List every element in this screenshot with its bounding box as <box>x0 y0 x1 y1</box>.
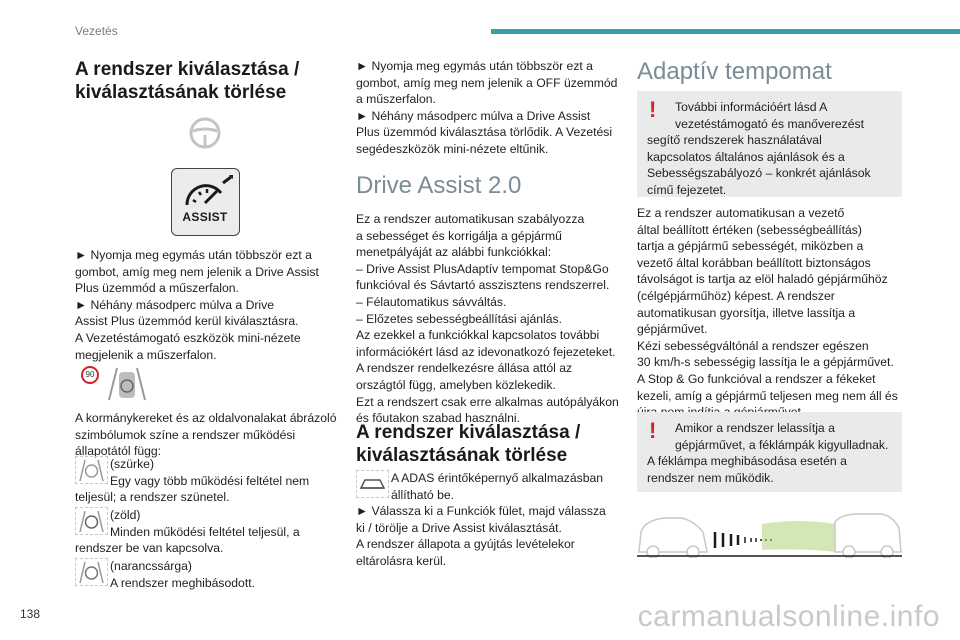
paragraph-adaptive-cruise: Ez a rendszer automatikusan a vezető által beállított értéken (sebességbeállítás) tartja a gépjármű sebességét, miközben a vezető által korábban beállított biztonságos távolságot is tartja az elöl haladó gépjárműhöz (célgépjárműhöz) képest. A rendszer automatikusan gyorsítja, illetve lassítja a gépjárművet. Kézi sebességváltónál a rendszer egészen 30 km/h-s sebességig lassítja le a gépjárművet. A Stop & Go funkcióval a rendszer a fékeket kezeli, amíg a gépjármű teljesen meg nem áll és <box>637 206 898 403</box>
steering-wheel-icon <box>188 116 222 150</box>
state-orange: (narancssárga) A rendszer meghibásodott. <box>75 558 337 591</box>
exclamation-icon: ! <box>649 97 657 122</box>
section-heading-adaptive-cruise: Adaptív tempomat <box>637 58 832 85</box>
paragraph-select-steps: ► Nyomja meg egymás után többször ezt a gombot, amíg meg nem jelenik a Drive Assist Plus üzemmód a műszerfalon. ► Néhány másodperc múlva a Drive Assist Plus üzemmód kerül kiválasztásra. A Vezetéstámogató eszközök mini-nézete megjelenik a műszerfalon. <box>75 248 319 362</box>
car-following-illustration <box>637 502 902 558</box>
speed-limit-badge: 90 <box>81 366 99 384</box>
state-green: (zöld) Minden működési feltétel teljesül, a rendszer be van kapcsolva. <box>75 508 300 556</box>
column-left <box>75 58 337 590</box>
state-gray: (szürke) Egy vagy több működési feltétel nem teljesül; a rendszer szünetel. <box>75 457 310 505</box>
steering-orange-icon <box>75 558 108 586</box>
paragraph-deselect-steps: ► Nyomja meg egymás után többször ezt a gombot, amíg meg nem jelenik a OFF üzemmód a műszerfalon. ► Néhány másodperc múlva a Drive Assist Plus üzemmód kiválasztása törlődik. A Vezetési segédeszközök mini-nézete eltűnik. <box>356 59 618 156</box>
page-number: 138 <box>20 607 41 621</box>
exclamation-icon-2: ! <box>649 418 657 443</box>
running-header: Vezetés <box>75 24 118 38</box>
section-heading-select: A rendszer kiválasztása / kiválasztásának törlése <box>75 59 300 103</box>
mini-view-icon <box>81 364 151 402</box>
section-heading-drive-assist: Drive Assist 2.0 <box>356 172 522 199</box>
note-box-info: ! További információért lásd A vezetéstámogató és manőverezést segítő rendszerek használatával kapcsolatos általános ajánlások és a Sebességszabályozó – konkrét ajánlások című fejezetet. <box>637 91 902 197</box>
adas-row: A ADAS érintőképernyő alkalmazásban állítható be. <box>356 470 626 503</box>
assist-label: ASSIST <box>182 210 228 224</box>
paragraph-functions-tab: ► Válassza ki a Funkciók fület, majd válassza ki / törölje a Drive Assist kiválasztását. A rendszer állapota a gyújtás levételekor eltárolásra kerül. <box>356 504 606 568</box>
section-heading-select-2: A rendszer kiválasztása / kiválasztásának törlése <box>356 422 581 466</box>
steering-green-icon <box>75 507 108 535</box>
note-box-brake-lights: ! Amikor a rendszer lelassítja a gépjárművet, a féklámpák kigyulladnak. A féklámpa meghibásodása esetén a rendszer nem működik. <box>637 412 902 492</box>
header-accent-bar <box>491 29 960 34</box>
assist-button-icon <box>171 168 240 236</box>
paragraph-symbol-colors: A kormánykereket és az oldalvonalakat ábrázoló szimbólumok színe a rendszer működési állapotától függ: <box>75 411 337 459</box>
watermark: carmanualsonline.info <box>637 600 940 633</box>
steering-gray-icon <box>75 456 108 484</box>
car-outline-icon <box>356 470 389 498</box>
paragraph-drive-assist: Ez a rendszer automatikusan szabályozza a sebességet és korrigálja a gépjármű menetpályáját az alábbi funkciókkal: – Drive Assist PlusAdaptív tempomat Stop&Go funkcióval és Sávtartó asszisztens rendszerrel. – Félautomatikus sávváltás. – Előzetes sebességbeállítási ajánlás. Az ezekkel a funkciókkal kapcsolatos további információkért lásd az idevonatkozó fejezeteket. A rendszer rendelkezésre állása attól az országtól függ, amelyben közlekedik. Ezt a rendszert csak erre alkalmas autópályákon és főutakon szabad használni. <box>356 212 619 426</box>
